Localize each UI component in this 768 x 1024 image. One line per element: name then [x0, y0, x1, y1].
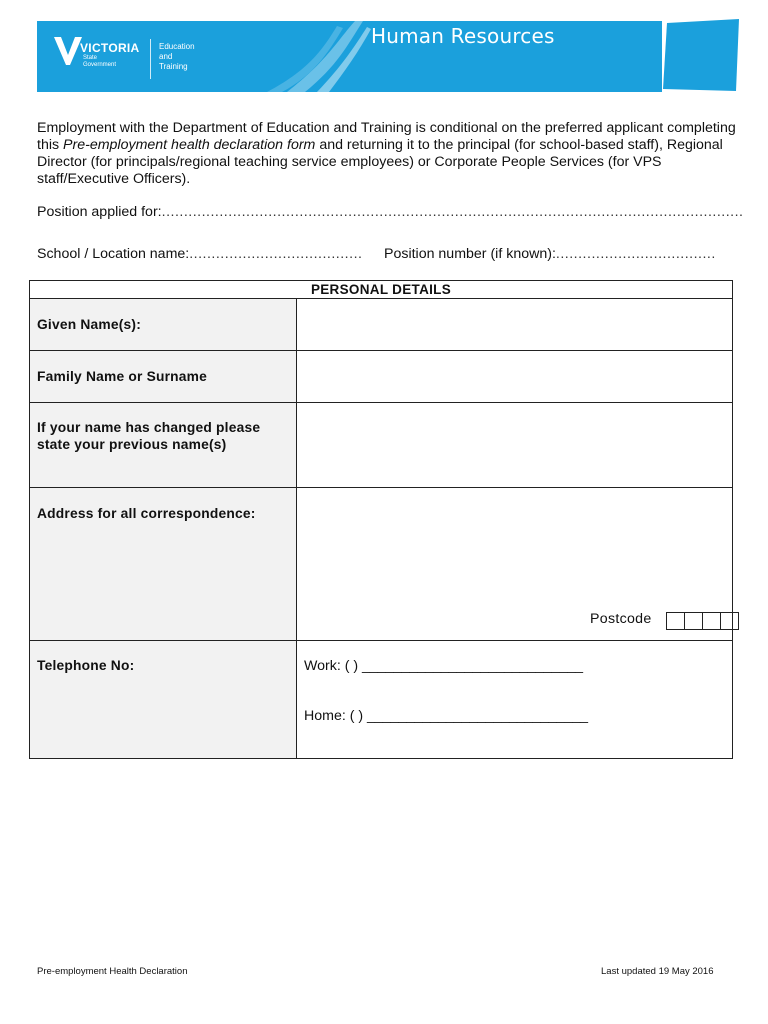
- given-names-label-cell: [30, 299, 297, 351]
- logo-subtext: State Government: [83, 55, 117, 68]
- telephone-input-cell[interactable]: [297, 641, 733, 759]
- family-name-label: Family Name or Surname: [37, 369, 208, 384]
- corner-square-graphic: [663, 19, 741, 93]
- personal-details-heading: PERSONAL DETAILS: [30, 281, 733, 299]
- given-names-input[interactable]: [297, 299, 733, 351]
- school-location-dots[interactable]: .......................................: [189, 246, 363, 262]
- postcode-digit-box[interactable]: [667, 613, 685, 629]
- previous-names-label-cell: [30, 403, 297, 488]
- address-input[interactable]: [297, 488, 733, 641]
- position-applied-field[interactable]: [37, 204, 744, 220]
- postcode-digit-box[interactable]: [721, 613, 738, 629]
- previous-names-label: If your name has changed please state your previous name(s): [37, 420, 261, 452]
- family-name-label-cell: [30, 351, 297, 403]
- position-applied-label: Position applied for:: [37, 204, 162, 220]
- position-number-dots[interactable]: ....................................: [555, 246, 716, 262]
- school-location-field[interactable]: [37, 246, 362, 262]
- header-banner: [37, 21, 662, 92]
- postcode-label: Postcode: [590, 611, 652, 627]
- logo-wordmark: VICTORIA: [80, 41, 140, 55]
- intro-paragraph: Employment with the Department of Education and Training is conditional on the preferred applicant completing this Pre-employment health declaration form and returning it to the principal (for school-based staff), Regional Director (for principals/regional teaching service employees) or Corporate People Services (for VPS staff/Executive Officers).: [37, 120, 736, 187]
- department-name: Education and Training: [159, 42, 195, 71]
- position-number-field[interactable]: [384, 246, 716, 262]
- school-location-label: School / Location name:: [37, 246, 190, 262]
- footer-form-name: Pre-employment Health Declaration: [37, 966, 188, 977]
- given-names-label: Given Name(s):: [37, 317, 142, 332]
- previous-names-input[interactable]: [297, 403, 733, 488]
- position-number-label: Position number (if known):: [384, 246, 556, 262]
- postcode-digit-box[interactable]: [685, 613, 703, 629]
- address-label: Address for all correspondence:: [37, 506, 256, 521]
- family-name-input[interactable]: [297, 351, 733, 403]
- personal-details-table: [29, 280, 733, 759]
- home-phone-field[interactable]: Home: ( ) ____________________________: [304, 708, 588, 724]
- footer-last-updated: Last updated 19 May 2016: [601, 966, 714, 977]
- address-label-cell: [30, 488, 297, 641]
- position-applied-dots[interactable]: ...................................................................................................................................: [161, 204, 744, 220]
- form-name-emphasis: Pre-employment health declaration form: [63, 137, 316, 153]
- postcode-boxes[interactable]: [666, 612, 739, 630]
- telephone-label: Telephone No:: [37, 658, 135, 673]
- victoria-v-icon: [54, 35, 82, 67]
- logo-divider: [150, 39, 151, 79]
- postcode-digit-box[interactable]: [703, 613, 721, 629]
- telephone-label-cell: [30, 641, 297, 759]
- work-phone-field[interactable]: Work: ( ) ____________________________: [304, 658, 583, 674]
- page-title: Human Resources: [371, 24, 555, 48]
